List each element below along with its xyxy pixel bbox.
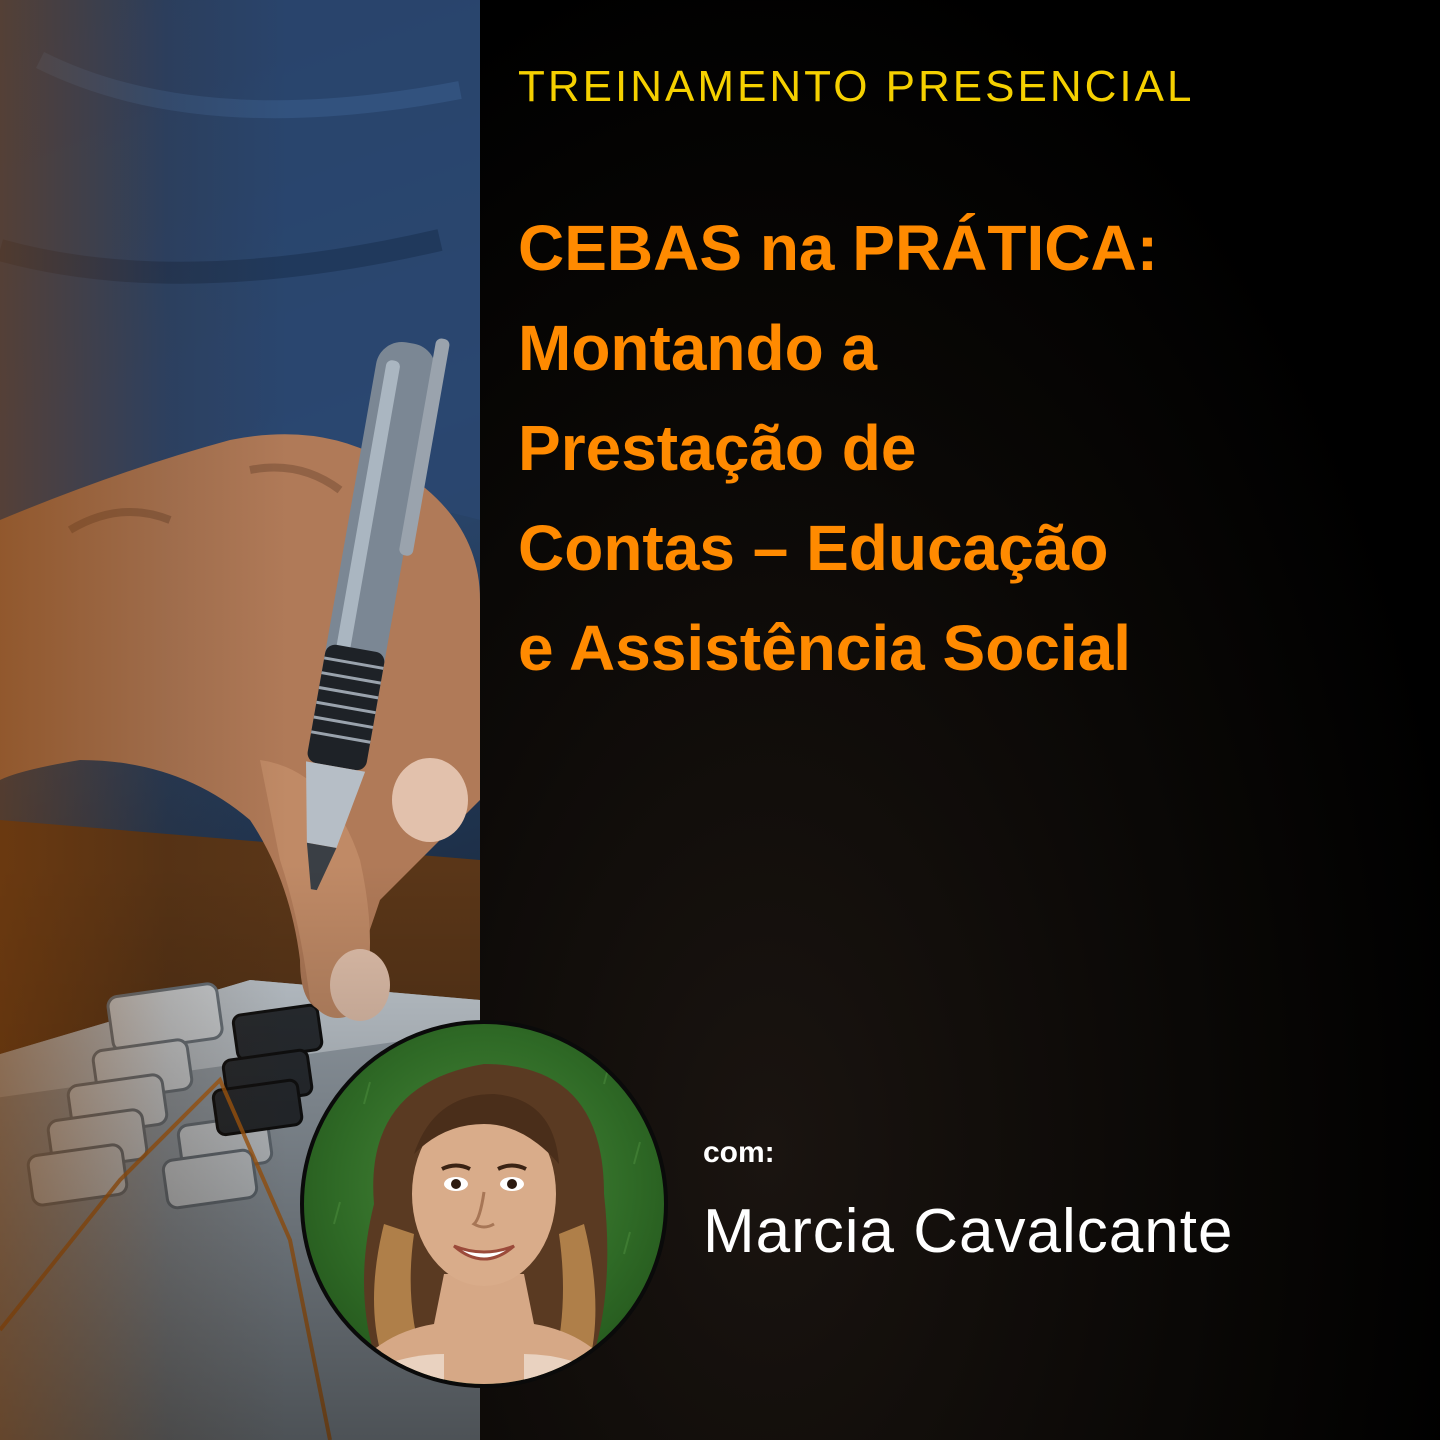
title-line: e Assistência Social — [518, 612, 1132, 684]
presenter-prefix: com: — [703, 1136, 775, 1169]
title-line: Contas – Educação — [518, 512, 1109, 584]
title-line: Montando a — [518, 312, 878, 384]
title-line: Prestação de — [518, 412, 917, 484]
presenter-name: Marcia Cavalcante — [703, 1197, 1234, 1266]
presenter-portrait — [304, 1024, 664, 1384]
event-type-label: TREINAMENTO PRESENCIAL — [518, 62, 1195, 111]
course-title — [518, 198, 1418, 698]
title-line: CEBAS na PRÁTICA: — [518, 212, 1159, 284]
presenter-avatar — [300, 1020, 668, 1388]
